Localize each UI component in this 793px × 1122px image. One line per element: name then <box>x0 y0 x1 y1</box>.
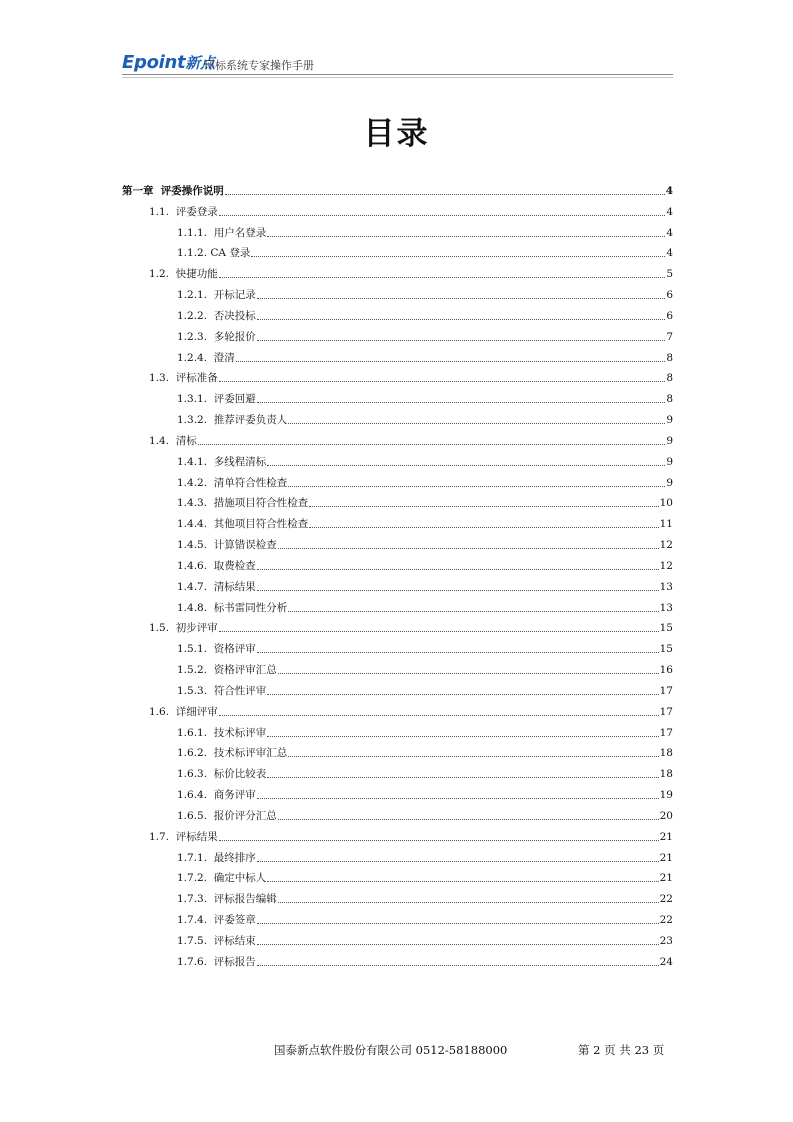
toc-entry[interactable] <box>177 890 673 906</box>
toc-entry-page: 22 <box>659 914 673 927</box>
toc-entry-label: 1.7.5. 评标结束 <box>177 934 256 947</box>
toc-leader-dots <box>267 736 658 737</box>
toc-entry-page: 8 <box>666 372 673 385</box>
toc-entry-label: 第一章 评委操作说明 <box>122 185 224 197</box>
toc-entry-label: 1.4.6. 取费检查 <box>177 559 256 572</box>
toc-entry-page: 11 <box>659 518 673 531</box>
toc-leader-dots <box>288 756 658 757</box>
toc-leader-dots <box>257 965 659 966</box>
toc-entry[interactable] <box>149 203 673 219</box>
toc-entry-page: 6 <box>666 309 673 322</box>
toc-leader-dots <box>257 319 666 320</box>
toc-entry[interactable] <box>177 640 673 656</box>
toc-leader-dots <box>257 402 666 403</box>
toc-entry-label: 1.4.8. 标书雷同性分析 <box>177 601 288 614</box>
toc-entry[interactable] <box>177 807 673 823</box>
toc-entry-page: 20 <box>659 809 673 822</box>
toc-entry-page: 9 <box>666 455 673 468</box>
toc-entry-label: 1.4.3. 措施项目符合性检查 <box>177 497 309 510</box>
toc-entry-page: 13 <box>659 601 673 614</box>
toc-entry-label: 1.7. 评标结果 <box>149 830 218 843</box>
toc-entry[interactable] <box>177 724 673 740</box>
toc-entry-page: 9 <box>666 476 673 489</box>
toc-chapter[interactable] <box>122 182 673 198</box>
toc-entry[interactable] <box>177 911 673 927</box>
toc-leader-dots <box>257 340 666 341</box>
toc-entry-page: 21 <box>659 872 673 885</box>
toc-entry-label: 1.7.4. 评委签章 <box>177 914 256 927</box>
toc-entry-label: 1.5.2. 资格评审汇总 <box>177 664 277 677</box>
toc-entry-label: 1.6.2. 技术标评审汇总 <box>177 747 288 760</box>
header-divider-secondary <box>122 77 673 78</box>
toc-entry-page: 16 <box>659 664 673 677</box>
toc-entry-label: 1.2.4. 澄清 <box>177 351 235 364</box>
toc-leader-dots <box>267 881 658 882</box>
toc-entry-label: 1.1.2. CA 登录 <box>177 247 251 260</box>
toc-entry[interactable] <box>149 432 673 448</box>
toc-entry[interactable] <box>177 599 673 615</box>
page-title: 目录 <box>363 116 430 152</box>
toc-entry-page: 9 <box>666 434 673 447</box>
toc-entry-page: 21 <box>659 851 673 864</box>
toc-entry-page: 24 <box>659 955 673 968</box>
toc-leader-dots <box>278 548 659 549</box>
toc-entry-page: 17 <box>659 705 673 718</box>
toc-entry-page: 4 <box>666 205 673 218</box>
toc-entry-label: 1.3.2. 推荐评委负责人 <box>177 414 288 427</box>
toc-leader-dots <box>219 840 659 841</box>
toc-leader-dots <box>219 715 659 716</box>
toc-leader-dots <box>267 694 658 695</box>
toc-entry[interactable] <box>177 536 673 552</box>
page-header <box>122 52 673 76</box>
toc-leader-dots <box>251 256 665 257</box>
toc-entry-label: 1.2.2. 否决投标 <box>177 309 256 322</box>
toc-entry-label: 1.4.5. 计算错误检查 <box>177 539 277 552</box>
toc-entry[interactable] <box>177 744 673 760</box>
logo-latin: Epoint <box>122 52 186 73</box>
toc-leader-dots <box>257 923 659 924</box>
toc-entry-page: 18 <box>659 768 673 781</box>
toc-leader-dots <box>288 423 665 424</box>
toc-entry-label: 1.3.1. 评委回避 <box>177 393 256 406</box>
footer-company: 国泰新点软件股份有限公司 0512-58188000 <box>274 1043 508 1057</box>
toc-entry-page: 10 <box>659 497 673 510</box>
toc-leader-dots <box>219 381 666 382</box>
toc-entry-page: 6 <box>666 289 673 302</box>
toc-leader-dots <box>257 569 659 570</box>
toc-leader-dots <box>288 611 658 612</box>
toc-leader-dots <box>257 590 659 591</box>
toc-leader-dots <box>288 486 665 487</box>
toc-leader-dots <box>278 673 659 674</box>
toc-entry-page: 18 <box>659 747 673 760</box>
toc-entry[interactable] <box>177 390 673 406</box>
toc-leader-dots <box>257 798 659 799</box>
toc-entry-label: 1.6.1. 技术标评审 <box>177 726 267 739</box>
toc-leader-dots <box>278 819 659 820</box>
toc-entry-page: 9 <box>666 414 673 427</box>
toc-entry[interactable] <box>177 869 673 885</box>
toc-leader-dots <box>278 902 659 903</box>
toc-entry[interactable] <box>177 932 673 948</box>
toc-entry-label: 1.7.6. 评标报告 <box>177 955 256 968</box>
toc-entry[interactable] <box>177 786 673 802</box>
header-title: 评标系统专家操作手册 <box>204 59 314 72</box>
toc-entry[interactable] <box>149 828 673 844</box>
toc-entry-page: 15 <box>659 622 673 635</box>
toc-entry-label: 1.6.4. 商务评审 <box>177 789 256 802</box>
toc-entry-page: 19 <box>659 789 673 802</box>
toc-entry[interactable] <box>177 474 673 490</box>
toc-entry-page: 12 <box>659 539 673 552</box>
toc-entry-label: 1.5. 初步评审 <box>149 622 218 635</box>
epoint-logo <box>122 52 215 73</box>
toc-entry[interactable] <box>177 765 673 781</box>
toc-entry[interactable] <box>177 453 673 469</box>
toc-entry-page: 5 <box>666 268 673 281</box>
toc-leader-dots <box>267 236 665 237</box>
toc-entry-page: 13 <box>659 580 673 593</box>
toc-entry-label: 1.6.3. 标价比较表 <box>177 768 267 781</box>
toc-entry[interactable] <box>177 849 673 865</box>
footer-page-info: 第 2 页 共 23 页 <box>578 1043 665 1057</box>
toc-entry[interactable] <box>149 703 673 719</box>
toc-entry-label: 1.3. 评标准备 <box>149 372 218 385</box>
toc-entry[interactable] <box>177 494 673 510</box>
toc-leader-dots <box>257 861 659 862</box>
toc-leader-dots <box>219 277 666 278</box>
toc-entry[interactable] <box>177 578 673 594</box>
toc-leader-dots <box>267 465 665 466</box>
toc-entry-page: 4 <box>666 247 673 260</box>
toc-entry-page: 23 <box>659 934 673 947</box>
toc-leader-dots <box>225 194 665 195</box>
toc-leader-dots <box>309 506 658 507</box>
toc-entry-label: 1.1. 评委登录 <box>149 205 218 218</box>
toc-entry-page: 17 <box>659 684 673 697</box>
toc-entry-label: 1.2.3. 多轮报价 <box>177 330 256 343</box>
toc-entry-label: 1.4. 清标 <box>149 434 197 447</box>
toc-leader-dots <box>257 298 666 299</box>
toc-entry[interactable] <box>149 265 673 281</box>
toc-entry-page: 8 <box>666 393 673 406</box>
toc-entry-label: 1.4.7. 清标结果 <box>177 580 256 593</box>
toc-entry-label: 1.6.5. 报价评分汇总 <box>177 809 277 822</box>
toc-entry[interactable] <box>177 557 673 573</box>
toc-entry-label: 1.4.4. 其他项目符合性检查 <box>177 518 309 531</box>
toc-entry[interactable] <box>177 515 673 531</box>
toc-entry-page: 12 <box>659 559 673 572</box>
toc-entry-label: 1.7.1. 最终排序 <box>177 851 256 864</box>
toc-entry[interactable] <box>177 224 673 240</box>
toc-entry[interactable] <box>177 349 673 365</box>
toc-entry-label: 1.5.1. 资格评审 <box>177 643 256 656</box>
toc-leader-dots <box>236 361 666 362</box>
toc-entry[interactable] <box>177 307 673 323</box>
toc-leader-dots <box>219 215 666 216</box>
toc-entry-page: 22 <box>659 893 673 906</box>
toc-entry-label: 1.7.3. 评标报告编辑 <box>177 893 277 906</box>
toc-leader-dots <box>309 527 658 528</box>
toc-entry-label: 1.2. 快捷功能 <box>149 268 218 281</box>
toc-leader-dots <box>267 777 658 778</box>
toc-entry-label: 1.5.3. 符合性评审 <box>177 684 267 697</box>
toc-entry[interactable] <box>177 682 673 698</box>
header-divider <box>122 74 673 75</box>
logo-cn: 新点 <box>185 54 215 72</box>
toc-entry-page: 15 <box>659 643 673 656</box>
toc-entry-label: 1.6. 详细评审 <box>149 705 218 718</box>
toc-entry[interactable] <box>177 244 673 260</box>
toc-entry[interactable] <box>149 369 673 385</box>
toc-entry[interactable] <box>177 286 673 302</box>
toc-entry-label: 1.4.1. 多线程清标 <box>177 455 267 468</box>
toc-entry-page: 8 <box>666 351 673 364</box>
toc-leader-dots <box>198 444 666 445</box>
toc-leader-dots <box>257 944 659 945</box>
toc-entry-page: 17 <box>659 726 673 739</box>
toc-entry[interactable] <box>149 619 673 635</box>
toc-entry[interactable] <box>177 661 673 677</box>
toc-entry[interactable] <box>177 411 673 427</box>
toc-leader-dots <box>257 652 659 653</box>
toc-entry-page: 21 <box>659 830 673 843</box>
toc-leader-dots <box>219 631 659 632</box>
toc-entry-label: 1.7.2. 确定中标人 <box>177 872 267 885</box>
toc-entry[interactable] <box>177 953 673 969</box>
toc-entry-label: 1.4.2. 清单符合性检查 <box>177 476 288 489</box>
toc-entry-page: 7 <box>666 330 673 343</box>
toc-entry-page: 4 <box>665 185 673 197</box>
toc-entry-page: 4 <box>666 226 673 239</box>
toc-entry-label: 1.2.1. 开标记录 <box>177 289 256 302</box>
toc-entry-label: 1.1.1. 用户名登录 <box>177 226 267 239</box>
toc-entry[interactable] <box>177 328 673 344</box>
